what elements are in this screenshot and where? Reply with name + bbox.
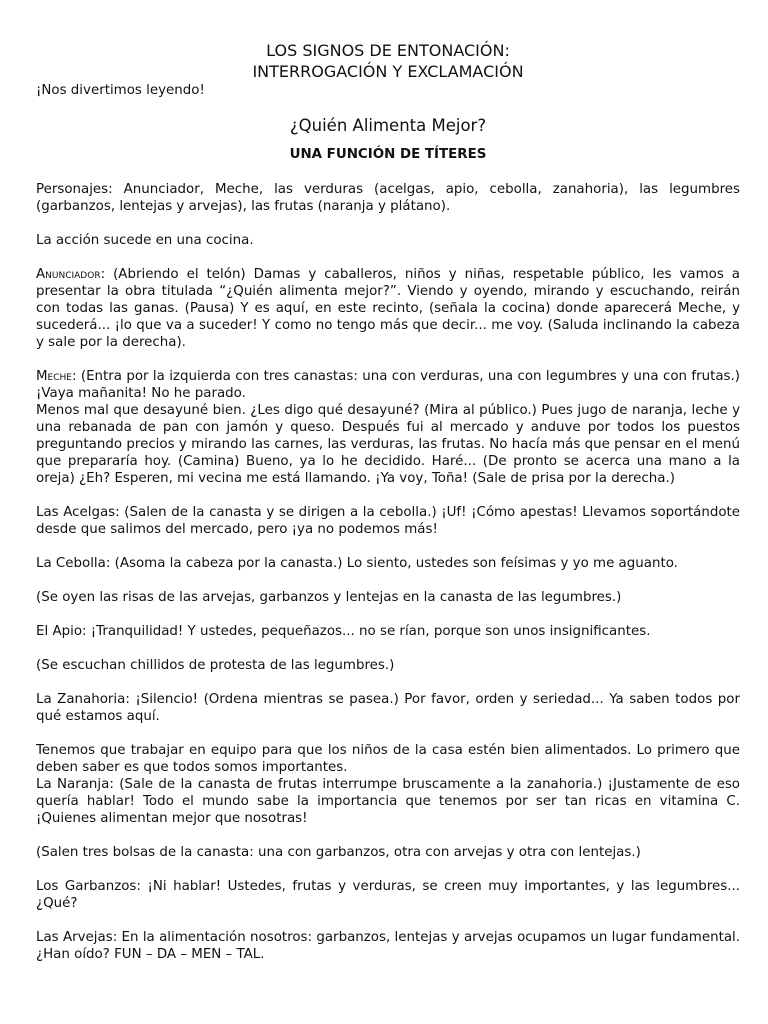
characters-paragraph: Personajes: Anunciador, Meche, las verduras (acelgas, apio, cebolla, zanahoria), las legumbres (garbanzos, lentejas y arvejas), las frutas (naranja y plátano). [36, 182, 740, 214]
meche-paragraph-2: Menos mal que desayuné bien. ¿Les digo qué desayuné? (Mira al público.) Pues jugo de naranja, leche y una rebanada de pan con jamón y queso. Después fui al mercado y anduve por todos los puestos preguntando precios y mirando las carnes, las verduras, las frutas. No hacía más que pensar en el menú que prepararía hoy. (Camina) Bueno, ya lo he decidido. Haré... (De pronto se acerca una mano a la oreja) ¿Eh? Esperen, mi vecina me está llamando. ¡Ya voy, Toña! (Sale de prisa por la derecha.) [36, 403, 740, 486]
document-page [36, 40, 740, 963]
intro-line: ¡Nos divertimos leyendo! [36, 83, 205, 98]
title-line-1: LOS SIGNOS DE ENTONACIÓN: [266, 41, 510, 60]
setting-paragraph: La acción sucede en una cocina. [36, 233, 254, 248]
announcer-paragraph [36, 266, 740, 351]
zanahoria-paragraph: La Zanahoria: ¡Silencio! (Ordena mientras se pasea.) Por favor, orden y seriedad... Ya saben todos por qué estamos aquí. [36, 692, 740, 724]
cebolla-paragraph: La Cebolla: (Asoma la cabeza por la canasta.) Lo siento, ustedes son feísimas y yo me aguanto. [36, 556, 678, 571]
document-title [36, 40, 740, 82]
announcer-speaker: Anunciador: [36, 267, 106, 282]
meche-paragraph-1 [36, 368, 740, 402]
chillidos-paragraph: (Se escuchan chillidos de protesta de las legumbres.) [36, 658, 395, 673]
apio-paragraph: El Apio: ¡Tranquilidad! Y ustedes, pequeñazos... no se rían, porque son unos insignificantes. [36, 624, 651, 639]
story-subtitle: UNA FUNCIÓN DE TÍTERES [289, 147, 487, 162]
title-line-2: INTERROGACIÓN Y EXCLAMACIÓN [252, 62, 524, 81]
garbanzos-paragraph: Los Garbanzos: ¡Ni hablar! Ustedes, frutas y verduras, se creen muy importantes, y las legumbres... ¿Qué? [36, 879, 740, 911]
meche-speaker: Meche: [36, 369, 77, 384]
arvejas-paragraph: Las Arvejas: En la alimentación nosotros: garbanzos, lentejas y arvejas ocupamos un lugar fundamental. ¿Han oído? FUN – DA – MEN – TAL. [36, 930, 740, 962]
meche-text-1: (Entra por la izquierda con tres canastas: una con verduras, una con legumbres y una con frutas.) ¡Vaya mañanita! No he parado. [36, 369, 740, 401]
bolsas-paragraph: (Salen tres bolsas de la canasta: una con garbanzos, otra con arvejas y otra con lentejas.) [36, 845, 641, 860]
risas-paragraph: (Se oyen las risas de las arvejas, garbanzos y lentejas en la canasta de las legumbres.) [36, 590, 622, 605]
announcer-text: (Abriendo el telón) Damas y caballeros, niños y niñas, respetable público, les vamos a presentar la obra titulada “¿Quién alimenta mejor?”. Viendo y oyendo, mirando y escuchando, reirán con todas las ganas. (Pausa) Y es aquí, en este recinto, (señala la cocina) donde aparecerá Meche, y sucederá... ¡lo que va a suceder! Y como no tengo más que decir... me voy. (Saluda inclinando la cabeza y sale por la derecha). [36, 267, 740, 350]
equipo-paragraph: Tenemos que trabajar en equipo para que los niños de la casa estén bien alimentados. Lo primero que deben saber es que todos somos importantes. [36, 743, 740, 775]
story-title: ¿Quién Alimenta Mejor? [289, 116, 487, 135]
acelgas-paragraph: Las Acelgas: (Salen de la canasta y se dirigen a la cebolla.) ¡Uf! ¡Cómo apestas! Llevamos soportándote desde que salimos del mercado, pero ¡ya no podemos más! [36, 505, 740, 537]
naranja-paragraph: La Naranja: (Sale de la canasta de frutas interrumpe bruscamente a la zanahoria.) ¡Justamente de eso quería hablar! Todo el mundo sabe la importancia que tenemos por ser tan ricas en vitamina C. ¡Quienes alimentan mejor que nosotras! [36, 777, 740, 826]
